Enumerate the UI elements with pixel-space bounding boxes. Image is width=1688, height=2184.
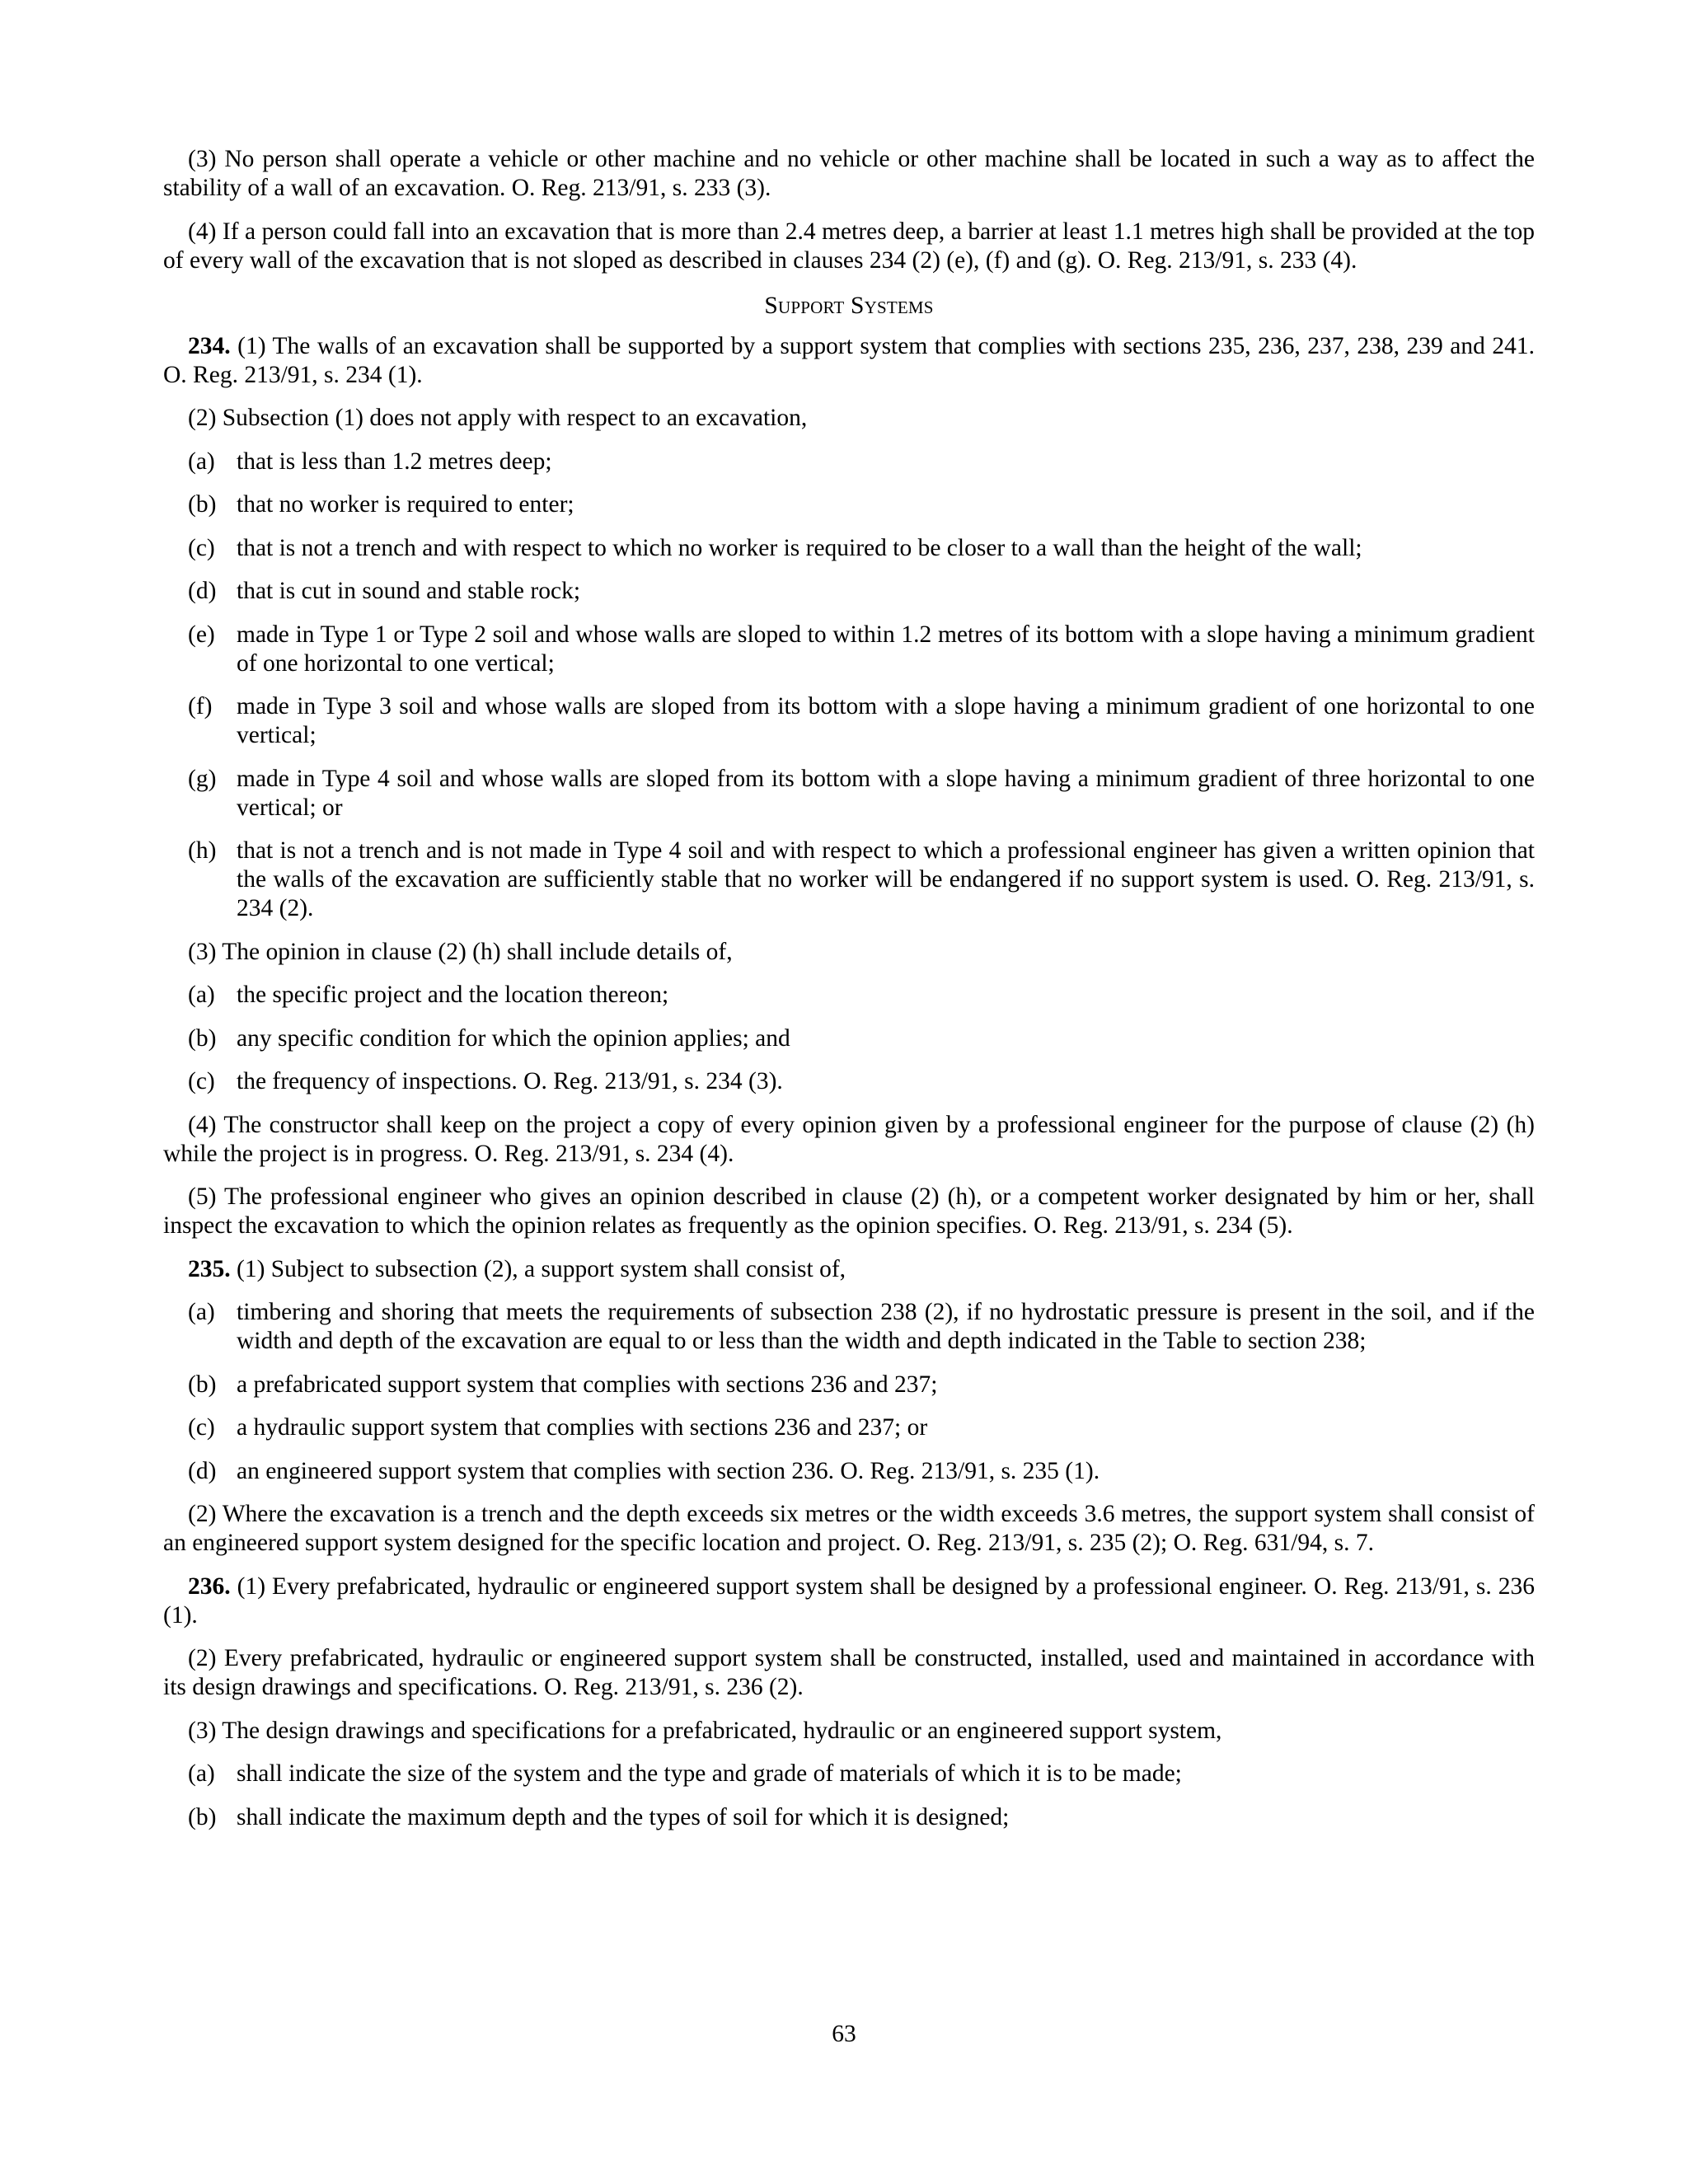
- clause-text: made in Type 4 soil and whose walls are sloped from its bottom with a slope having a minimum gradient of three horizontal to one vertical; or: [237, 765, 1535, 821]
- clause-label: (f): [188, 693, 213, 719]
- clause-236-3-b: [163, 1803, 1535, 1832]
- clause-234-3-a: [163, 981, 1535, 1010]
- clause-text: a prefabricated support system that complies with sections 236 and 237;: [237, 1371, 938, 1398]
- clause-label: (b): [188, 1024, 217, 1052]
- clause-text: timbering and shoring that meets the requirements of subsection 238 (2), if no hydrostatic pressure is present in the soil, and if the width and depth of the excavation are equal to or less than the width and depth indicated in the Table to section 238;: [237, 1299, 1535, 1354]
- paragraph-236-2: (2) Every prefabricated, hydraulic or engineered support system shall be constructed, installed, used and maintained in accordance with its design drawings and specifications. O. Reg. 213/91, s. 236 (2).: [163, 1645, 1535, 1700]
- paragraph-234-1-text: (1) The walls of an excavation shall be supported by a support system that complies with sections 235, 236, 237, 238, 239 and 241. O. Reg. 213/91, s. 234 (1).: [163, 332, 1536, 388]
- section-heading-support-systems: Support Systems: [764, 292, 934, 319]
- clause-label: (c): [188, 1414, 215, 1441]
- clause-label: (d): [188, 578, 217, 604]
- clause-text: made in Type 1 or Type 2 soil and whose walls are sloped to within 1.2 metres of its bottom with a slope having a minimum gradient of one horizontal to one vertical;: [237, 621, 1535, 677]
- clause-text: a hydraulic support system that complies with sections 236 and 237; or: [237, 1414, 928, 1441]
- clause-text: that no worker is required to enter;: [237, 491, 574, 518]
- clause-234-2-d: [163, 577, 1535, 606]
- clause-label: (a): [188, 1760, 215, 1787]
- paragraph-235-1: [163, 1255, 1535, 1284]
- clause-text: that is not a trench and with respect to which no worker is required to be closer to a wall than the height of the wall;: [237, 534, 1362, 561]
- clause-text: the specific project and the location thereon;: [237, 982, 669, 1008]
- section-number-236: 236.: [188, 1572, 231, 1600]
- clause-label: (e): [188, 621, 215, 648]
- clause-text: any specific condition for which the opinion applies; and: [237, 1024, 790, 1052]
- clause-text: that is not a trench and is not made in Type 4 soil and with respect to which a professional engineer has given a written opinion that the walls of the excavation are sufficiently stable that no worker will be endangered if no support system is used. O. Reg. 213/91, s. 234 (2).: [237, 837, 1535, 921]
- paragraph-233-3: (3) No person shall operate a vehicle or other machine and no vehicle or other machine shall be located in such a way as to affect the stability of a wall of an excavation. O. Reg. 213/91, s. 233 (3).: [163, 146, 1535, 201]
- paragraph-234-3: (3) The opinion in clause (2) (h) shall include details of,: [188, 938, 733, 965]
- clause-234-2-e: [163, 621, 1535, 678]
- clause-text: shall indicate the maximum depth and the types of soil for which it is designed;: [237, 1803, 1010, 1830]
- clause-234-2-c: [163, 534, 1535, 563]
- clause-text: that is less than 1.2 metres deep;: [237, 448, 552, 475]
- paragraph-234-1: [163, 332, 1535, 390]
- clause-label: (c): [188, 1068, 215, 1094]
- clause-text: the frequency of inspections. O. Reg. 213/91, s. 234 (3).: [237, 1068, 783, 1094]
- paragraph-235-2: (2) Where the excavation is a trench and the depth exceeds six metres or the width exceeds 3.6 metres, the support system shall consist of an engineered support system designed for the specific location and project. O. Reg. 213/91, s. 235 (2); O. Reg. 631/94, s. 7.: [163, 1501, 1535, 1556]
- clause-label: (c): [188, 534, 215, 561]
- clause-235-1-a: [163, 1298, 1535, 1356]
- clause-236-3-a: [163, 1760, 1535, 1788]
- paragraph-236-1: [163, 1572, 1535, 1630]
- clause-label: (b): [188, 491, 217, 518]
- clause-text: shall indicate the size of the system and the type and grade of materials of which it is to be made;: [237, 1760, 1182, 1787]
- clause-label: (a): [188, 448, 215, 475]
- clause-235-1-c: [163, 1413, 1535, 1442]
- paragraph-235-1-text: (1) Subject to subsection (2), a support system shall consist of,: [237, 1255, 846, 1282]
- clause-label: (b): [188, 1371, 217, 1398]
- paragraph-233-4: (4) If a person could fall into an excavation that is more than 2.4 metres deep, a barrier at least 1.1 metres high shall be provided at the top of every wall of the excavation that is not sloped as described in clauses 234 (2) (e), (f) and (g). O. Reg. 213/91, s. 233 (4).: [163, 218, 1535, 274]
- clause-234-3-b: [163, 1024, 1535, 1053]
- clause-label: (g): [188, 765, 217, 792]
- clause-235-1-d: [163, 1457, 1535, 1486]
- clause-234-2-a: [163, 448, 1535, 476]
- paragraph-234-2: (2) Subsection (1) does not apply with respect to an excavation,: [188, 405, 808, 431]
- clause-234-3-c: [163, 1067, 1535, 1096]
- clause-234-2-b: [163, 490, 1535, 519]
- clause-text: that is cut in sound and stable rock;: [237, 578, 581, 604]
- section-number-234: 234.: [188, 332, 231, 359]
- clause-235-1-b: [163, 1371, 1535, 1399]
- clause-234-2-f: [163, 692, 1535, 750]
- section-number-235: 235.: [188, 1255, 231, 1282]
- clause-label: (a): [188, 982, 215, 1008]
- clause-234-2-h: [163, 837, 1535, 923]
- clause-text: an engineered support system that complies with section 236. O. Reg. 213/91, s. 235 (1).: [237, 1457, 1100, 1484]
- paragraph-234-5: (5) The professional engineer who gives an opinion described in clause (2) (h), or a competent worker designated by him or her, shall inspect the excavation to which the opinion relates as frequently as the opinion specifies. O. Reg. 213/91, s. 234 (5).: [163, 1183, 1535, 1239]
- clause-label: (h): [188, 837, 217, 864]
- clause-label: (d): [188, 1457, 217, 1484]
- paragraph-236-3: (3) The design drawings and specifications for a prefabricated, hydraulic or an engineered support system,: [188, 1717, 1222, 1744]
- paragraph-236-1-text: (1) Every prefabricated, hydraulic or engineered support system shall be designed by a professional engineer. O. Reg. 213/91, s. 236 (1).: [163, 1572, 1536, 1629]
- page-body: [163, 145, 1535, 1846]
- page-number: 63: [832, 2021, 856, 2047]
- clause-234-2-g: [163, 765, 1535, 823]
- clause-label: (a): [188, 1299, 215, 1325]
- clause-text: made in Type 3 soil and whose walls are sloped from its bottom with a slope having a minimum gradient of one horizontal to one vertical;: [237, 693, 1535, 748]
- paragraph-234-4: (4) The constructor shall keep on the project a copy of every opinion given by a professional engineer for the purpose of clause (2) (h) while the project is in progress. O. Reg. 213/91, s. 234 (4).: [163, 1111, 1535, 1167]
- clause-label: (b): [188, 1803, 217, 1830]
